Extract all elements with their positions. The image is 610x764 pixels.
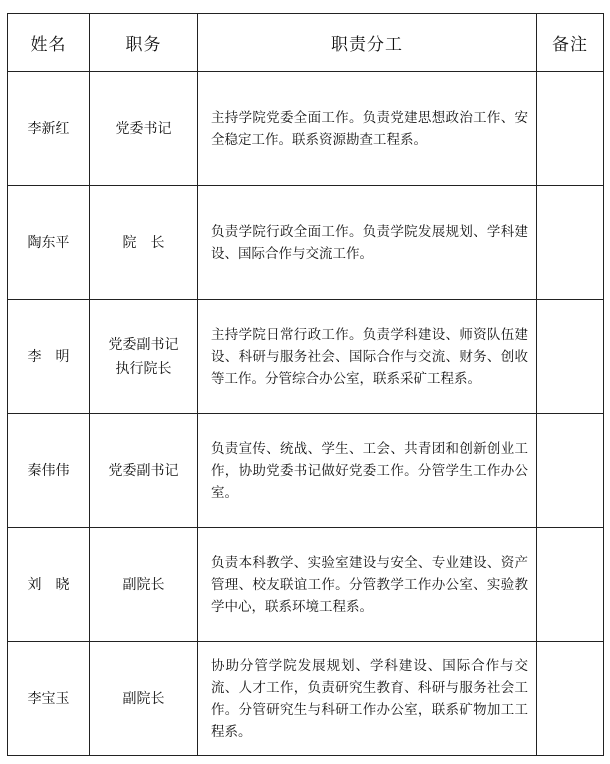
note-cell bbox=[537, 300, 604, 414]
table-row bbox=[8, 186, 604, 300]
note-cell bbox=[537, 528, 604, 642]
table-row bbox=[8, 414, 604, 528]
duty-cell: 负责本科教学、实验室建设与安全、专业建设、资产管理、校友联谊工作。分管教学工作办公室、实验教学中心，联系环境工程系。 bbox=[198, 528, 537, 642]
note-cell bbox=[537, 186, 604, 300]
note-cell bbox=[537, 72, 604, 186]
post-line: 副院长 bbox=[122, 576, 165, 593]
name-cell: 秦伟伟 bbox=[8, 414, 90, 528]
post-cell bbox=[90, 300, 198, 414]
post-cell bbox=[90, 528, 198, 642]
post-cell bbox=[90, 642, 198, 756]
duty-cell: 负责学院行政全面工作。负责学院发展规划、学科建设、国际合作与交流工作。 bbox=[198, 186, 537, 300]
post-cell bbox=[90, 414, 198, 528]
name-cell: 李宝玉 bbox=[8, 642, 90, 756]
post-line: 党委副书记 bbox=[108, 462, 179, 479]
post-cell bbox=[90, 72, 198, 186]
name-cell: 李新红 bbox=[8, 72, 90, 186]
duty-assignment-table bbox=[7, 13, 604, 756]
table-row bbox=[8, 528, 604, 642]
duty-cell: 负责宣传、统战、学生、工会、共青团和创新创业工作，协助党委书记做好党委工作。分管学生工作办公室。 bbox=[198, 414, 537, 528]
duty-cell: 主持学院党委全面工作。负责党建思想政治工作、安全稳定工作。联系资源勘查工程系。 bbox=[198, 72, 537, 186]
post-line: 执行院长 bbox=[115, 360, 172, 377]
post-cell bbox=[90, 186, 198, 300]
table-header-row bbox=[8, 14, 604, 72]
note-cell bbox=[537, 642, 604, 756]
header-post: 职务 bbox=[90, 14, 198, 72]
duty-cell: 协助分管学院发展规划、学科建设、国际合作与交流、人才工作，负责研究生教育、科研与服务社会工作。分管研究生与科研工作办公室，联系矿物加工工程系。 bbox=[198, 642, 537, 756]
header-duty: 职责分工 bbox=[198, 14, 537, 72]
table-row bbox=[8, 300, 604, 414]
post-line: 党委书记 bbox=[115, 120, 172, 137]
header-note: 备注 bbox=[537, 14, 604, 72]
header-name: 姓名 bbox=[8, 14, 90, 72]
post-line: 党委副书记 bbox=[108, 336, 179, 353]
post-line: 副院长 bbox=[122, 690, 165, 707]
note-cell bbox=[537, 414, 604, 528]
table-row bbox=[8, 642, 604, 756]
name-cell: 李 明 bbox=[8, 300, 90, 414]
post-line: 院 长 bbox=[122, 234, 165, 251]
table-row bbox=[8, 72, 604, 186]
name-cell: 刘 晓 bbox=[8, 528, 90, 642]
duty-cell: 主持学院日常行政工作。负责学科建设、师资队伍建设、科研与服务社会、国际合作与交流、财务、创收等工作。分管综合办公室，联系采矿工程系。 bbox=[198, 300, 537, 414]
name-cell: 陶东平 bbox=[8, 186, 90, 300]
